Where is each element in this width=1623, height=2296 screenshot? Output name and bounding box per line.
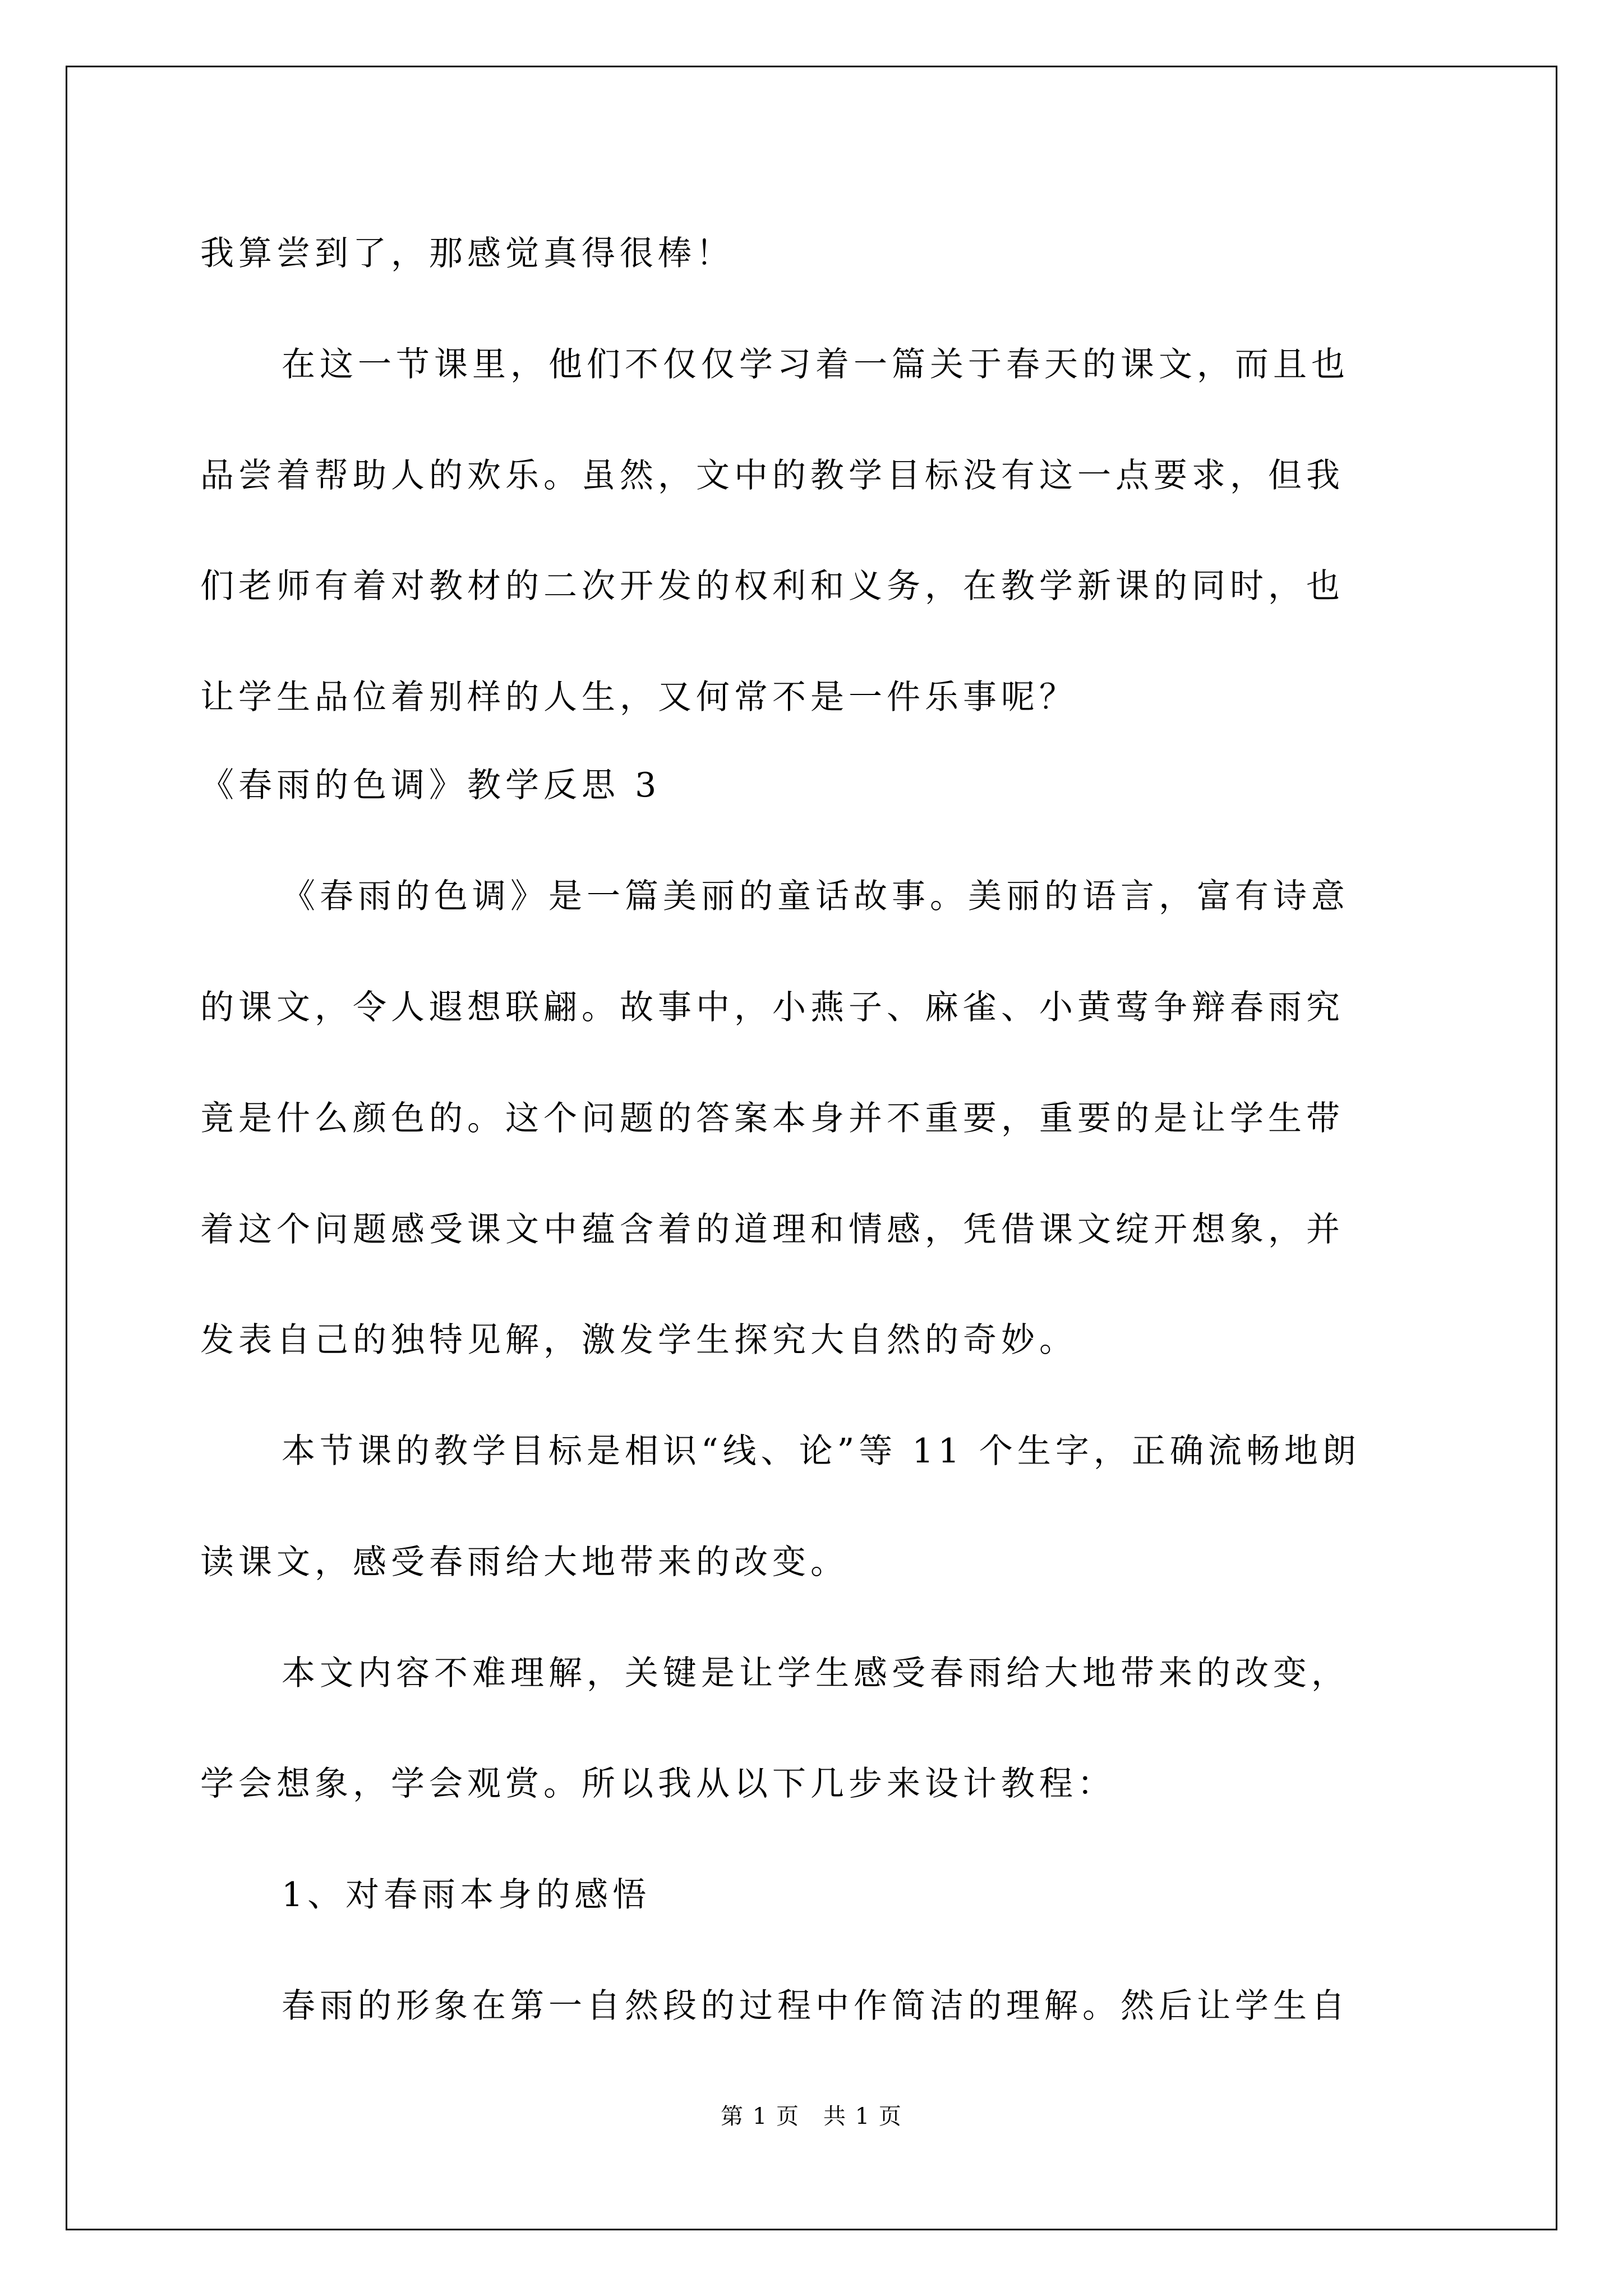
text-line: 们老师有着对教材的二次开发的权利和义务，在教学新课的同时，也 xyxy=(200,567,1344,606)
text-line: 着这个问题感受课文中蕴含着的道理和情感，凭借课文绽开想象，并 xyxy=(200,1210,1344,1249)
text-line: 的课文，令人遐想联翩。故事中，小燕子、麻雀、小黄莺争辩春雨究 xyxy=(200,988,1344,1027)
text-line: 学会想象，学会观赏。所以我从以下几步来设计教程： xyxy=(200,1764,1115,1803)
text-line: 发表自己的独特见解，激发学生探究大自然的奇妙。 xyxy=(200,1320,1077,1360)
text-line: 竟是什么颜色的。这个问题的答案本身并不重要，重要的是让学生带 xyxy=(200,1099,1344,1138)
text-line: 本文内容不难理解，关键是让学生感受春雨给大地带来的改变， xyxy=(282,1654,1349,1693)
text-line: 本节课的教学目标是相识“线、论”等 11 个生字，正确流畅地朗 xyxy=(282,1432,1361,1471)
text-line: 品尝着帮助人的欢乐。虽然，文中的教学目标没有这一点要求，但我 xyxy=(200,456,1344,495)
text-line: 在这一节课里，他们不仅仅学习着一篇关于春天的课文，而且也 xyxy=(282,345,1349,384)
text-line: 《春雨的色调》是一篇美丽的童话故事。美丽的语言，富有诗意 xyxy=(282,877,1349,916)
text-line: 读课文，感受春雨给大地带来的改变。 xyxy=(200,1543,849,1582)
list-item-heading: 1、对春雨本身的感悟 xyxy=(282,1875,651,1915)
text-line: 我算尝到了，那感觉真得很棒！ xyxy=(200,234,734,273)
section-heading: 《春雨的色调》教学反思 3 xyxy=(200,766,661,805)
page-footer: 第 1 页 共 1 页 xyxy=(721,2104,902,2129)
text-line: 让学生品位着别样的人生，又何常不是一件乐事呢？ xyxy=(200,678,1077,717)
text-line: 春雨的形象在第一自然段的过程中作简洁的理解。然后让学生自 xyxy=(282,1986,1349,2026)
